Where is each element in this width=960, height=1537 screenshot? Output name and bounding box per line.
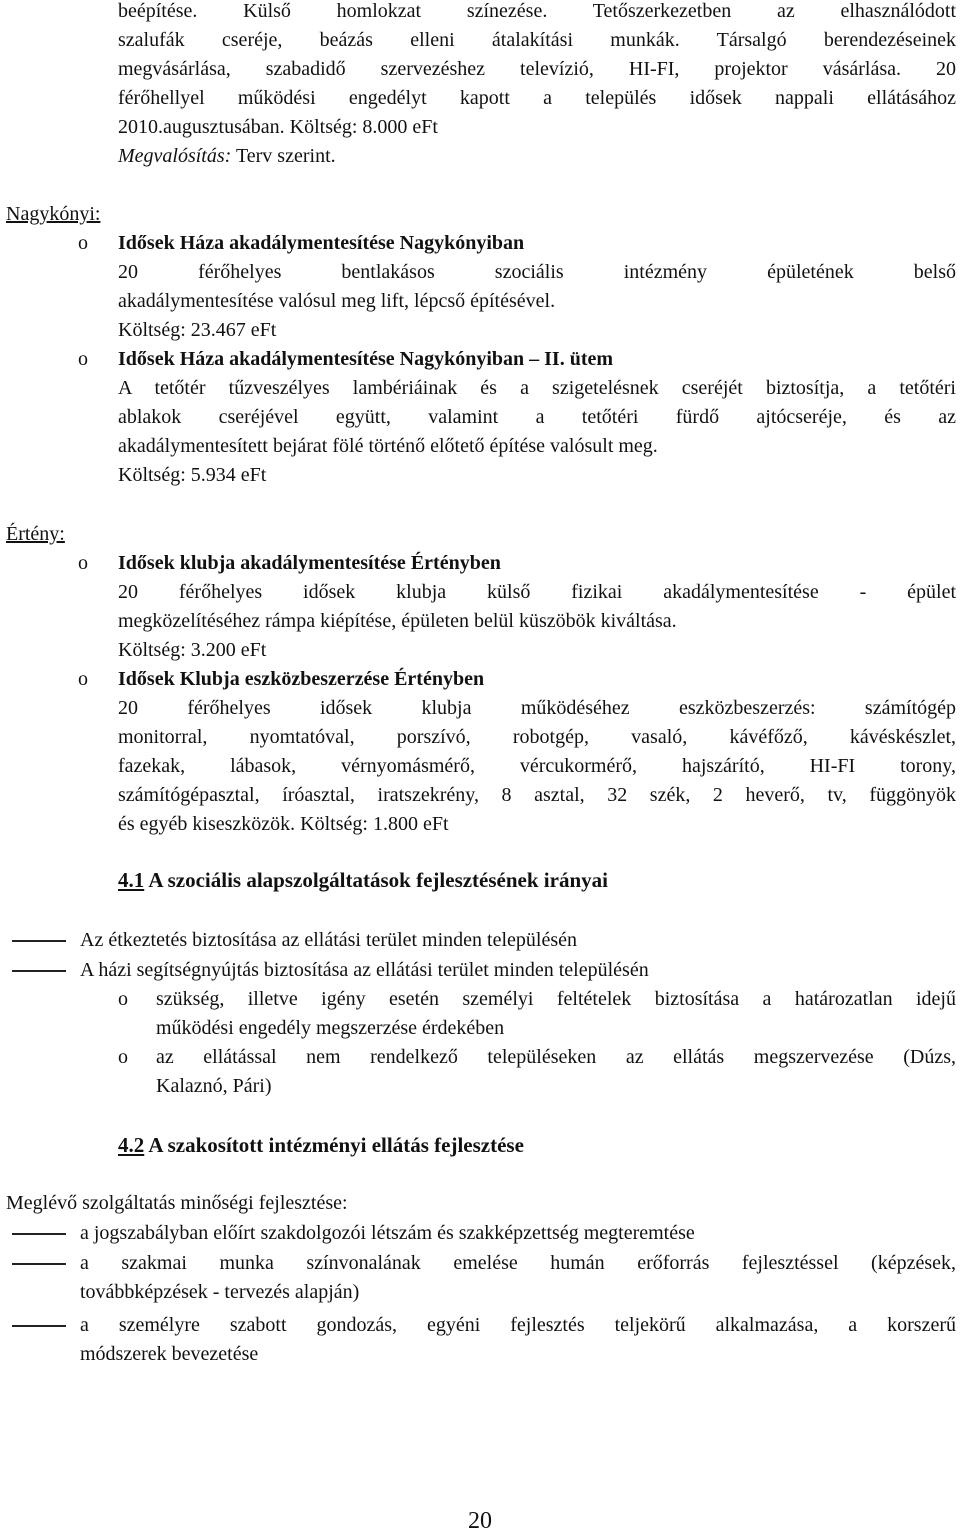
- text-line: szalufák cseréje, beázás elleni átalakítási munkák. Társalgó berendezéseinek: [118, 29, 956, 51]
- section-number: 4.1: [118, 868, 145, 892]
- text-line: és egyéb kiseszközök. Költség: 1.800 eFt: [118, 813, 449, 835]
- text-line: fazekak, lábasok, vérnyomásmérő, vércukormérő, hajszárító, HI-FI torony,: [118, 755, 956, 777]
- text-line: a jogszabályban előírt szakdolgozói létszám és szakképzettség megteremtése: [80, 1222, 695, 1244]
- text-line: férőhellyel működési engedélyt kapott a település idősek nappali ellátásához: [118, 87, 956, 109]
- text-line: működési engedély megszerzése érdekében: [156, 1017, 505, 1039]
- realization-value: Terv szerint.: [231, 145, 336, 167]
- item-title: Idősek Klubja eszközbeszerzése Értényben: [118, 668, 485, 690]
- list-item: [118, 345, 956, 490]
- item-title: Idősek Háza akadálymentesítése Nagykónyiban – II. ütem: [118, 348, 614, 370]
- section-heading-4-2: [118, 1131, 524, 1160]
- dash-bullet: [12, 970, 66, 972]
- text-line: Kalaznó, Pári): [156, 1075, 272, 1097]
- cost-line: Költség: 23.467 eFt: [118, 319, 277, 341]
- section-number: 4.2: [118, 1133, 145, 1157]
- text-line: 20 férőhelyes bentlakásos szociális intézmény épületének belső: [118, 261, 956, 283]
- item-title: Idősek klubja akadálymentesítése Értényben: [118, 552, 501, 574]
- dash-bullet: [12, 1233, 66, 1235]
- subsection-intro: Meglévő szolgáltatás minőségi fejlesztése:: [6, 1192, 348, 1214]
- text-line: akadálymentesített bejárat fölé történő előtető építése valósult meg.: [118, 435, 658, 457]
- dash-bullet: [12, 940, 66, 942]
- text-line: megvásárlása, szabadidő szervezéshez televízió, HI-FI, projektor vásárlása. 20: [118, 58, 956, 80]
- section-title: A szakosított intézményi ellátás fejlesztése: [144, 1133, 524, 1157]
- bullet-text: [80, 1311, 956, 1369]
- cost-line: Költség: 3.200 eFt: [118, 639, 267, 661]
- text-line: monitorral, nyomtatóval, porszívó, robotgép, vasaló, kávéfőző, kávéskészlet,: [118, 726, 956, 748]
- text-line: A tetőtér tűzveszélyes lambériáinak és a szigetelésnek cseréjét biztosítja, a tetőtéri: [118, 377, 956, 399]
- list-marker: o: [78, 232, 88, 254]
- item-title: Idősek Háza akadálymentesítése Nagykónyiban: [118, 232, 525, 254]
- text-line: az ellátással nem rendelkező településeken az ellátás megszervezése (Dúzs,: [156, 1046, 956, 1068]
- text-line: a személyre szabott gondozás, egyéni fejlesztés teljekörű alkalmazása, a korszerű: [80, 1314, 956, 1336]
- text-line: 20 férőhelyes idősek klubja működéséhez eszközbeszerzés: számítógép: [118, 697, 956, 719]
- text-line: beépítése. Külső homlokzat színezése. Tetőszerkezetben az elhasználódott: [118, 0, 956, 22]
- section-label-nagykonyi: Nagykónyi:: [6, 203, 101, 225]
- text-line: számítógépasztal, íróasztal, iratszekrény, 8 asztal, 32 szék, 2 heverő, tv, függönyök: [118, 784, 956, 806]
- list-marker: o: [118, 988, 128, 1010]
- text-line: 20 férőhelyes idősek klubja külső fizikai akadálymentesítése - épület: [118, 581, 956, 603]
- page-number: 20: [468, 1508, 492, 1534]
- text-line: módszerek bevezetése: [80, 1343, 259, 1365]
- list-marker: o: [78, 668, 88, 690]
- bullet-text: Az étkeztetés biztosítása az ellátási terület minden településén: [80, 929, 578, 951]
- intro-paragraph: [118, 0, 956, 171]
- bullet-text: A házi segítségnyújtás biztosítása az ellátási terület minden településén: [80, 959, 649, 981]
- text-line: szükség, illetve igény esetén személyi feltételek biztosítása a határozatlan idejű: [156, 988, 956, 1010]
- list-item: [118, 549, 956, 665]
- list-marker: o: [78, 552, 88, 574]
- cost-line: Költség: 5.934 eFt: [118, 464, 267, 486]
- bullet-text: [80, 1249, 956, 1307]
- realization-line: [118, 142, 956, 171]
- list-item: [118, 229, 956, 345]
- realization-label: Megvalósítás:: [118, 145, 232, 167]
- dash-bullet: [12, 1325, 66, 1327]
- list-item: [118, 665, 956, 839]
- text-line: a szakmai munka színvonalának emelése humán erőforrás fejlesztéssel (képzések,: [80, 1252, 956, 1274]
- section-label-erteny: Értény:: [6, 523, 65, 545]
- text-line: akadálymentesítése valósul meg lift, lépcső építésével.: [118, 290, 556, 312]
- text-line: ablakok cseréjével együtt, valamint a tetőtéri fürdő ajtócseréje, és az: [118, 406, 956, 428]
- text-line: továbbképzések - tervezés alapján): [80, 1281, 360, 1303]
- bullet-text: [80, 1219, 956, 1248]
- sub-list-item: [156, 985, 956, 1043]
- list-marker: o: [78, 348, 88, 370]
- list-marker: o: [118, 1046, 128, 1068]
- text-line: megközelítéséhez rámpa kiépítése, épületen belül küszöbök kiváltása.: [118, 610, 677, 632]
- sub-list-item: [156, 1043, 956, 1101]
- dash-bullet: [12, 1263, 66, 1265]
- section-title: A szociális alapszolgáltatások fejlesztésének irányai: [144, 868, 608, 892]
- text-line: 2010.augusztusában. Költség: 8.000 eFt: [118, 116, 438, 138]
- section-heading-4-1: [118, 866, 608, 895]
